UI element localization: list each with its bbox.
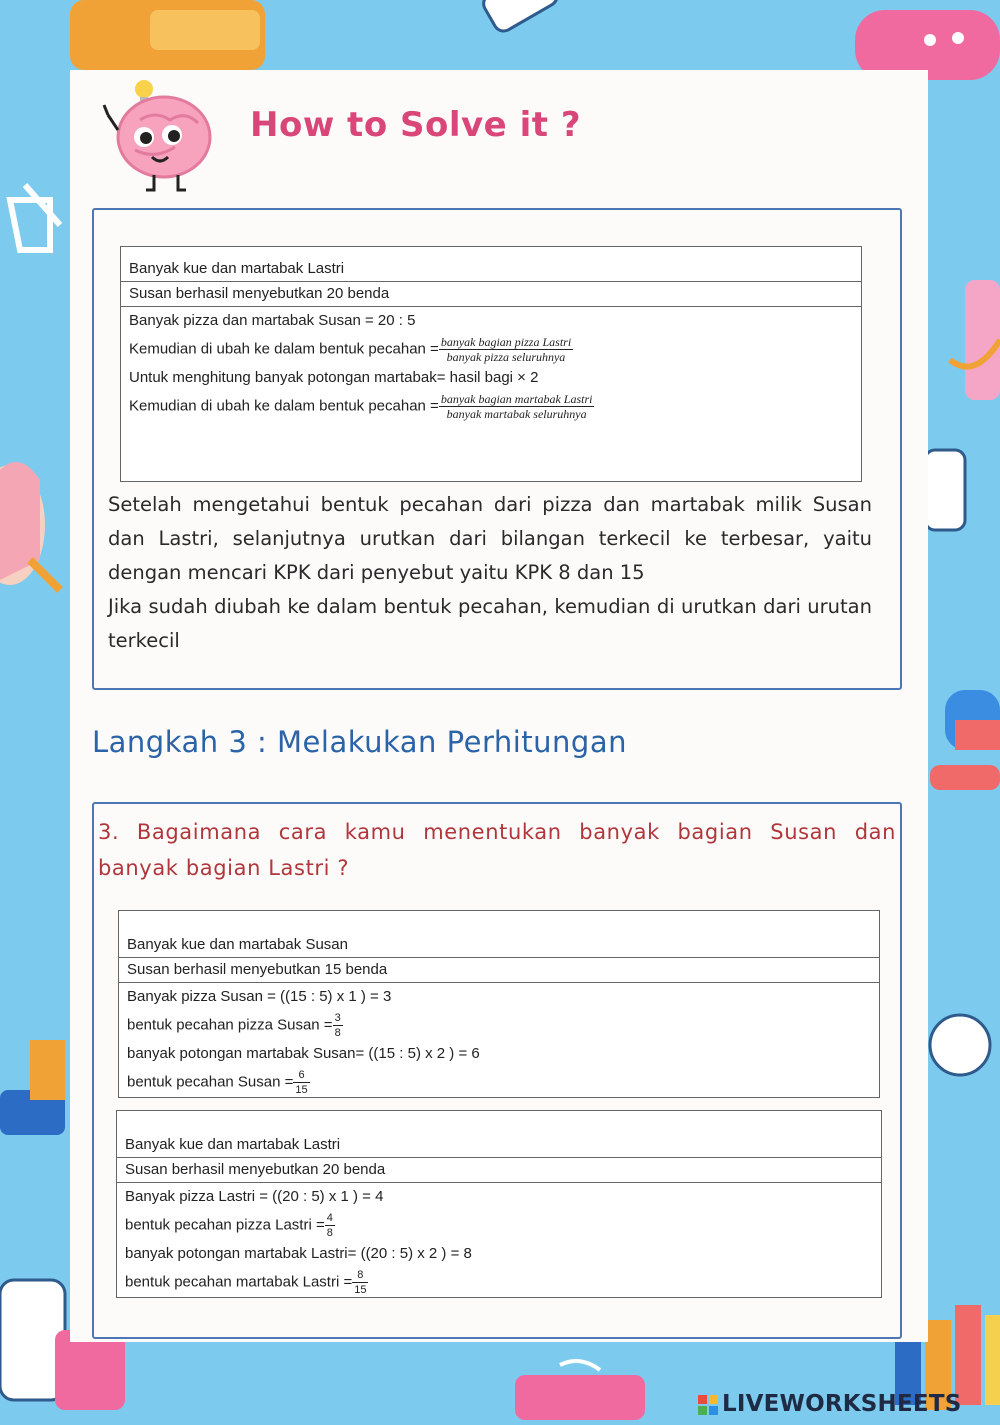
paragraph: Jika sudah diubah ke dalam bentuk pecahan, kemudian di urutkan dari urutan terkecil (108, 595, 872, 652)
table-line: bentuk pecahan martabak Lastri = $\frac{8}{15}$ (125, 1269, 367, 1296)
liveworksheets-logo[interactable]: LIVEWORKSHEETS (698, 1391, 961, 1417)
step-title: Langkah 3 : Melakukan Perhitungan (92, 725, 627, 759)
table-row: Banyak kue dan martabak Susan (119, 933, 879, 958)
table-row: Banyak kue dan martabak Lastri (117, 1133, 881, 1158)
solve-box (92, 208, 902, 690)
table-row: Susan berhasil menyebutkan 20 benda (117, 1158, 881, 1183)
fraction: $\frac{3}{8}$ (334, 1012, 341, 1039)
table-row: Susan berhasil menyebutkan 15 benda (119, 958, 879, 983)
table-line: bentuk pecahan pizza Susan = $\frac{3}{8}$ (127, 1012, 341, 1039)
explanation-text (108, 488, 872, 658)
question-box (92, 802, 902, 1339)
table-line: Kemudian di ubah ke dalam bentuk pecahan = $\frac{\text{banyak bagian pizza Lastri}}{\text{banyak pizza seluruhnya}}$ (129, 335, 572, 364)
table-line: Untuk menghitung banyak potongan martabak= hasil bagi × 2 (129, 369, 539, 386)
table-row: Banyak kue dan martabak Lastri (121, 257, 861, 282)
lastri-answer-table (116, 1110, 882, 1298)
table-row: Susan berhasil menyebutkan 20 benda (121, 282, 861, 307)
table-line: bentuk pecahan pizza Lastri = $\frac{4}{8}$ (125, 1212, 333, 1239)
fraction: $\frac{8}{15}$ (354, 1269, 367, 1296)
table-line: bentuk pecahan Susan = $\frac{6}{15}$ (127, 1069, 308, 1096)
fraction: $\frac{\text{banyak bagian pizza Lastri}}{\text{banyak pizza seluruhnya}}$ (440, 335, 572, 364)
page-title: How to Solve it ? (250, 105, 582, 145)
table-line: Kemudian di ubah ke dalam bentuk pecahan = $\frac{\text{banyak bagian martabak Lastri}}{\text{banyak martabak seluruhnya}}$ (129, 392, 593, 421)
susan-answer-table (118, 910, 880, 1098)
table-line: Banyak pizza Susan = ((15 : 5) x 1 ) = 3 (127, 988, 392, 1005)
table-line: Banyak pizza Lastri = ((20 : 5) x 1 ) = 4 (125, 1188, 384, 1205)
header (100, 75, 800, 195)
lastri-method-table (120, 246, 862, 482)
live-logo-icon (698, 1395, 718, 1415)
fraction: $\frac{4}{8}$ (326, 1212, 333, 1239)
table-line: banyak potongan martabak Susan= ((15 : 5) x 2 ) = 6 (127, 1045, 480, 1062)
fraction: $\frac{\text{banyak bagian martabak Lastri}}{\text{banyak martabak seluruhnya}}$ (440, 392, 593, 421)
brain-mascot-icon (100, 75, 240, 195)
worksheet-page (70, 70, 928, 1342)
fraction: $\frac{6}{15}$ (295, 1069, 308, 1096)
table-line: banyak potongan martabak Lastri= ((20 : 5) x 2 ) = 8 (125, 1245, 472, 1262)
paragraph: Setelah mengetahui bentuk pecahan dari pizza dan martabak milik Susan dan Lastri, selanjutnya urutkan dari bilangan terkecil ke terbesar, yaitu dengan mencari KPK dari penyebut yaitu KPK 8 dan 15 (108, 493, 872, 584)
table-line: Banyak pizza dan martabak Susan = 20 : 5 (129, 312, 416, 329)
question-text: 3. Bagaimana cara kamu menentukan banyak bagian Susan dan banyak bagian Lastri ? (98, 820, 896, 880)
